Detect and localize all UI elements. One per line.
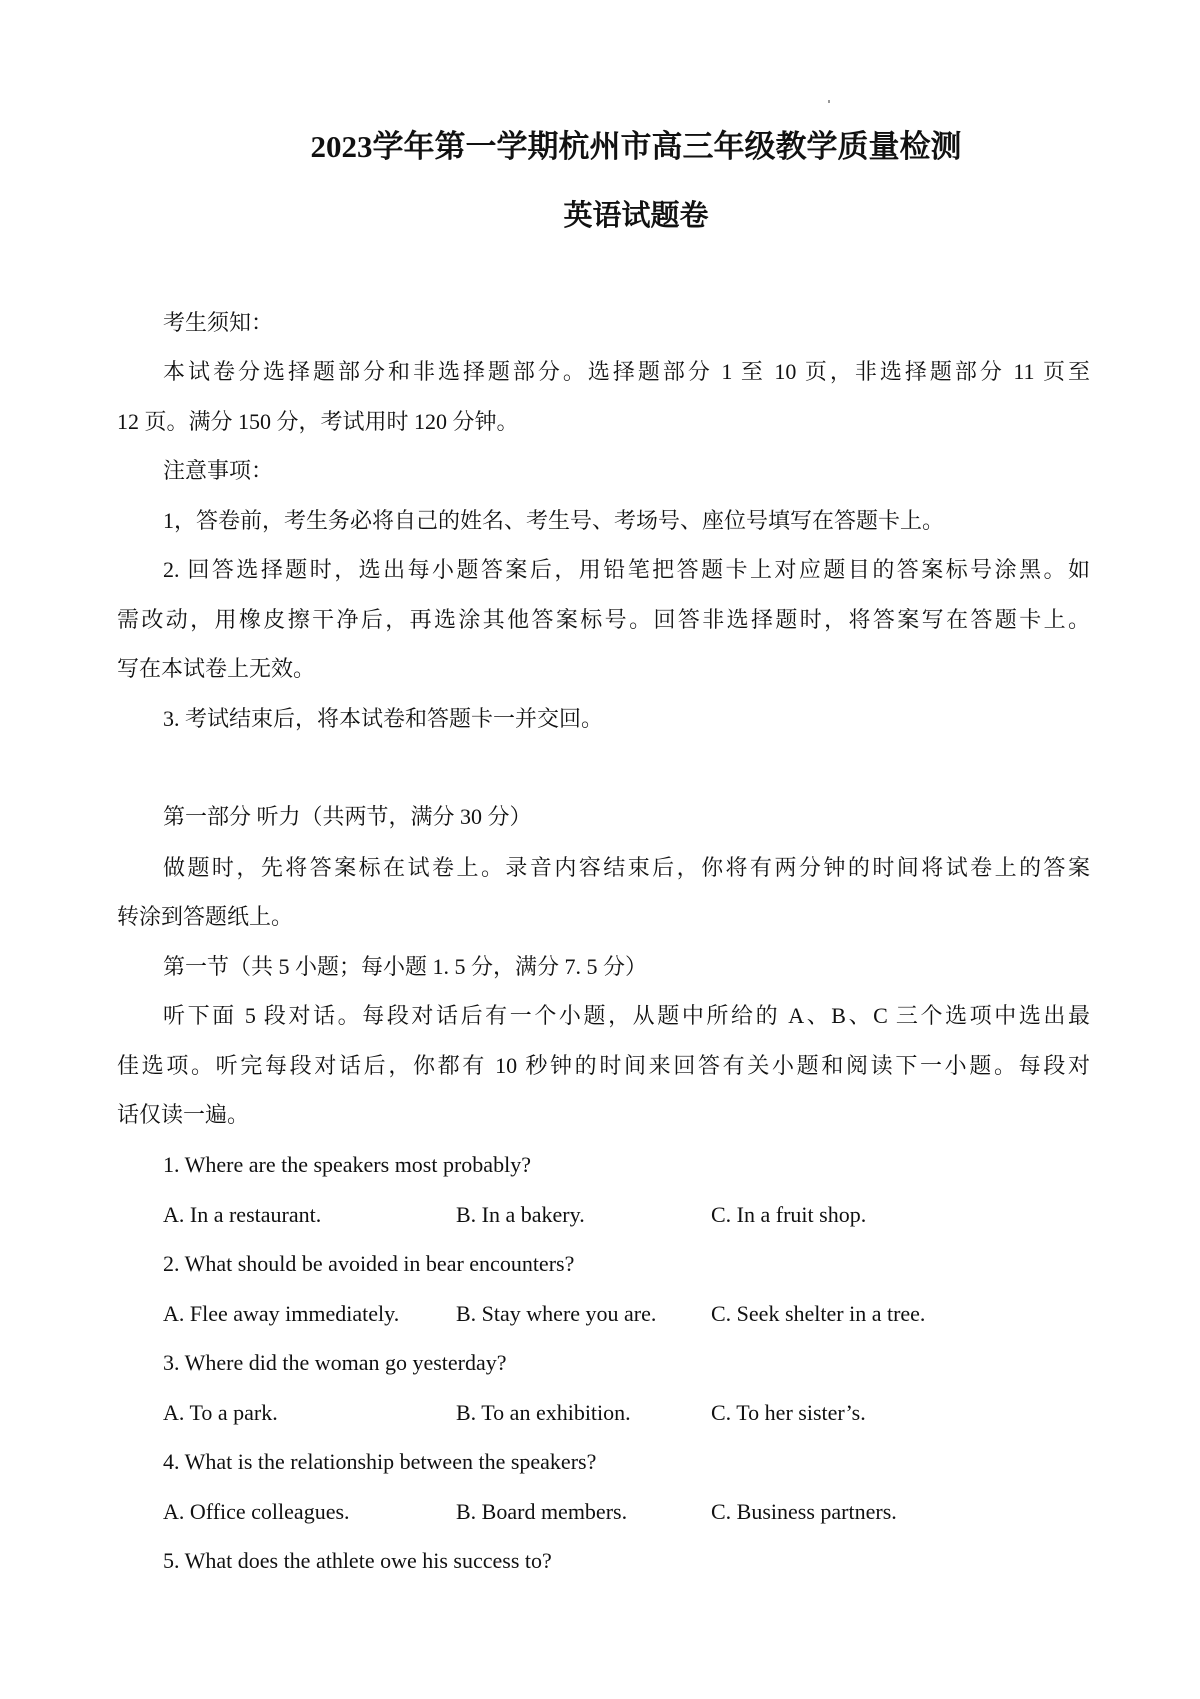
question: 1. Where are the speakers most probably? <box>163 1152 531 1177</box>
question: 2. What should be avoided in bear encounters? <box>163 1251 575 1276</box>
part1-intro: 做题时，先将答案标在试卷上。录音内容结束后，你将有两分钟的时间将试卷上的答案 <box>163 855 1090 880</box>
attention-item: 写在本试卷上无效。 <box>117 656 316 681</box>
question: 3. Where did the woman go yesterday? <box>163 1350 507 1375</box>
scan-speck <box>828 100 830 103</box>
option-a: A. To a park. <box>163 1400 278 1425</box>
attention-item: 需改动，用橡皮擦干净后，再选涂其他答案标号。回答非选择题时，将答案写在答题卡上。 <box>117 607 1090 632</box>
notice-line: 12 页。满分 150 分，考试用时 120 分钟。 <box>117 409 519 434</box>
attention-item: 3. 考试结束后，将本试卷和答题卡一并交回。 <box>163 706 604 731</box>
notice-heading: 考生须知： <box>163 310 274 335</box>
section-intro: 佳选项。听完每段对话后，你都有 10 秒钟的时间来回答有关小题和阅读下一小题。每段对 <box>117 1053 1090 1078</box>
question: 4. What is the relationship between the speakers? <box>163 1449 597 1474</box>
page-subtitle: 英语试题卷 <box>563 200 709 232</box>
option-b: B. Board members. <box>456 1499 628 1524</box>
option-b: B. To an exhibition. <box>456 1400 631 1425</box>
section-intro: 听下面 5 段对话。每段对话后有一个小题，从题中所给的 A、B、C 三个选项中选出最 <box>163 1003 1090 1028</box>
part1-intro: 转涂到答题纸上。 <box>117 904 294 929</box>
option-c: C. In a fruit shop. <box>711 1202 867 1227</box>
option-a: A. Flee away immediately. <box>163 1301 400 1326</box>
option-c: C. Business partners. <box>711 1499 897 1524</box>
option-c: C. To her sister’s. <box>711 1400 866 1425</box>
section-heading: 第一节（共 5 小题；每小题 1. 5 分，满分 7. 5 分） <box>163 954 648 979</box>
option-c: C. Seek shelter in a tree. <box>711 1301 926 1326</box>
question: 5. What does the athlete owe his success to? <box>163 1548 552 1573</box>
option-b: B. In a bakery. <box>456 1202 585 1227</box>
attention-item: 1，答卷前，考生务必将自己的姓名、考生号、考场号、座位号填写在答题卡上。 <box>163 508 945 533</box>
option-a: A. In a restaurant. <box>163 1202 322 1227</box>
notice-line: 本试卷分选择题部分和非选择题部分。选择题部分 1 至 10 页，非选择题部分 11 页至 <box>163 359 1090 384</box>
page-title: 2023学年第一学期杭州市高三年级教学质量检测 <box>310 129 962 164</box>
option-a: A. Office colleagues. <box>163 1499 350 1524</box>
attention-heading: 注意事项： <box>163 458 274 483</box>
option-b: B. Stay where you are. <box>456 1301 657 1326</box>
section-intro: 话仅读一遍。 <box>117 1102 250 1127</box>
part1-heading: 第一部分 听力（共两节，满分 30 分） <box>163 804 532 829</box>
attention-item: 2. 回答选择题时，选出每小题答案后，用铅笔把答题卡上对应题目的答案标号涂黑。如 <box>163 557 1090 582</box>
